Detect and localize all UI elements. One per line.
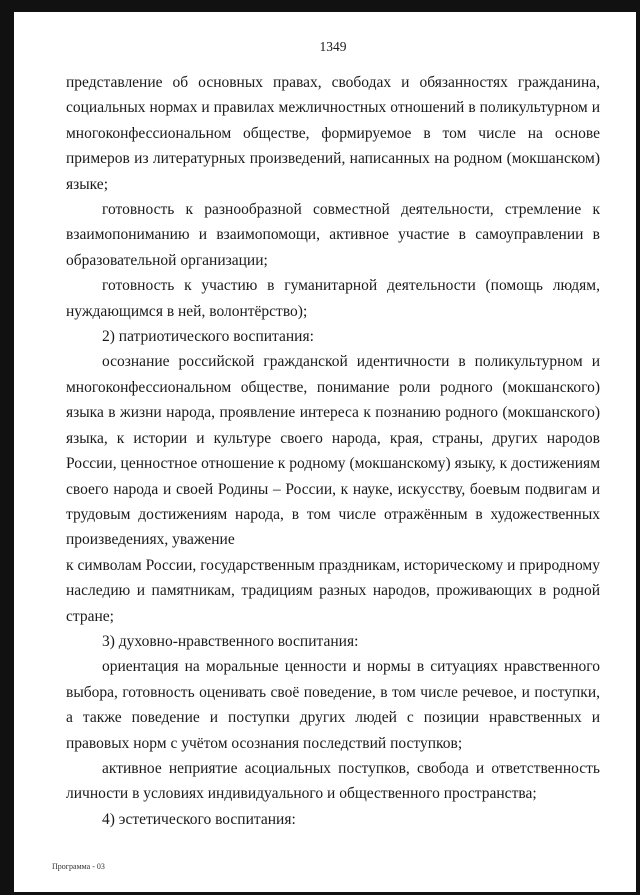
- page-number: 1349: [319, 39, 347, 54]
- paragraph-joint-activity: готовность к разнообразной совместной деятельности, стремление к взаимопониманию и взаимопомощи, активное участие в самоуправлении в образовательной организации;: [66, 201, 600, 269]
- paragraph-asocial-rejection: активное неприятие асоциальных поступков, свобода и ответственность личности в условиях индивидуального и общественного пространства;: [66, 759, 600, 803]
- paragraph-rights-norms: представление об основных правах, свободах и обязанностях гражданина, социальных нормах и правилах межличностных отношений в поликультурном и многоконфессиональном обществе, формируемое в том числе на основе примеров из литературных произведений, написанных на родном (мокшанском) языке;: [66, 74, 600, 193]
- section-heading-moral: 3) духовно-нравственного воспитания:: [102, 632, 359, 650]
- section-heading-patriotic: 2) патриотического воспитания:: [102, 328, 314, 346]
- paragraph-moral-values: ориентация на моральные ценности и нормы в ситуациях нравственного выбора, готовность оценивать своё поведение, в том числе речевое, и поступки, а также поведение и поступки других людей с позиции нравственных и правовых норм с учётом осознания последствий поступков;: [66, 658, 600, 752]
- document-page: [14, 12, 636, 892]
- section-heading-aesthetic: 4) эстетического воспитания:: [102, 810, 296, 828]
- paragraph-civic-identity: осознание российской гражданской идентичности в поликультурном и многоконфессиональном обществе, понимание роли родного (мокшанского) языка в жизни народа, проявление интереса к познанию родного (мокшанского) языка, к истории и культуре своего народа, края, страны, других народов России, ценностное отношение к родному (мокшанскому) языку, к достижениям своего народа и своей Родины – России, к науке, искусству, боевым подвигам и трудовым достижениям народа, в том числе отражённым в художественных произведениях, уважение: [66, 353, 600, 549]
- footer-label: Программа - 03: [52, 862, 105, 871]
- paragraph-humanitarian: готовность к участию в гуманитарной деятельности (помощь людям, нуждающимся в ней, волонтёрство);: [66, 277, 600, 320]
- paragraph-symbols: к символам России, государственным праздникам, историческому и природному наследию и памятникам, традициям разных народов, проживающих в родной стране;: [66, 556, 600, 625]
